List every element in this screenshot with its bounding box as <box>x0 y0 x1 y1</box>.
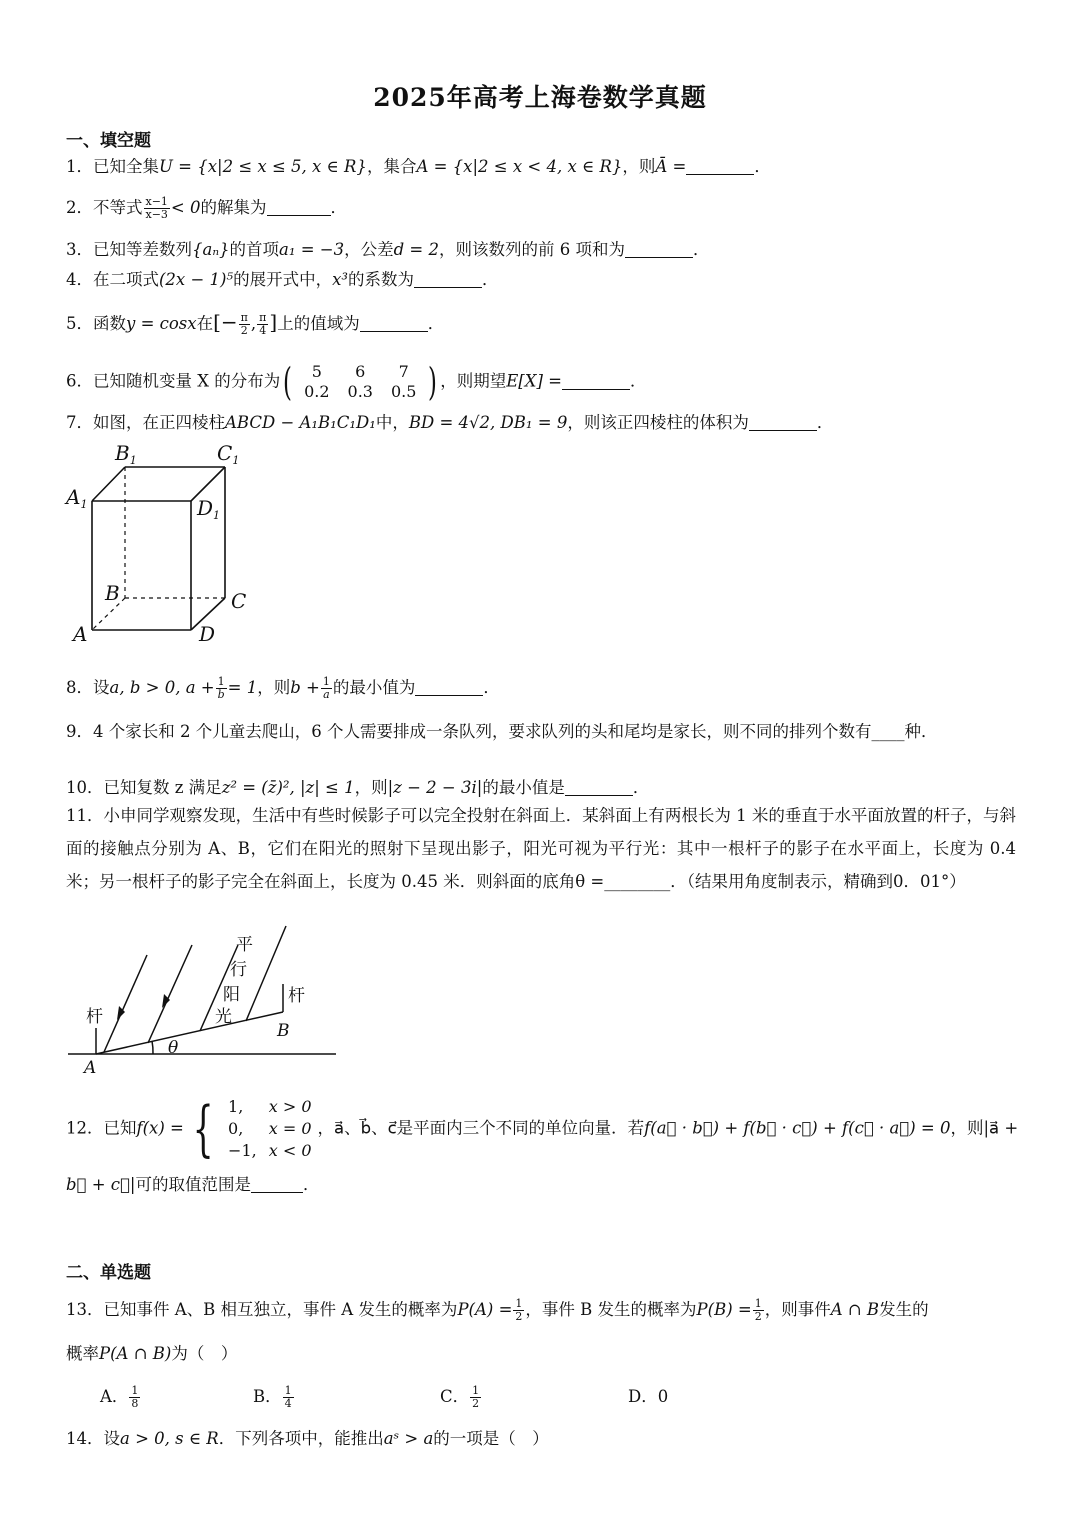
answer-blank <box>625 239 693 258</box>
svg-text:θ: θ <box>168 1038 179 1058</box>
svg-text:C: C <box>231 589 247 613</box>
answer-blank <box>686 156 754 175</box>
svg-text:光: 光 <box>215 1007 232 1027</box>
svg-text:行: 行 <box>230 960 247 980</box>
option-b[interactable]: B． $\frac{1}{4}$ <box>253 1384 292 1410</box>
answer-blank <box>415 677 483 696</box>
fraction: $\frac{x-1}{x-3}$ <box>145 195 168 221</box>
question-9: 9．4 个家长和 2 个儿童去爬山，6 个人需要排成一条队列，要求队列的头和尾均是家长，则不同的排列个数有____种． <box>66 722 938 741</box>
option-c[interactable]: C． $\frac{1}{2}$ <box>440 1384 480 1410</box>
question-11: 11．小申同学观察发现，生活中有些时候影子可以完全投射在斜面上．某斜面上有两根长为 1 米的垂直于水平面放置的杆子，与斜面的接触点分别为 A、B，它们在阳光的照射下呈现出影子，阳光可视为平行光：其中一根杆子的影子在水平面上，长度为 0.4 米；另一根杆子的影子完全在斜面上，长度为 0.45 米．则斜面的底角θ =________．（结果用角度制表示，精确到0．01°） <box>66 806 1016 891</box>
distribution-matrix: ( 5 6 7 0.2 0.3 0.5 ) <box>283 360 438 404</box>
prism-figure <box>60 440 260 655</box>
question-3: 3．已知等差数列{aₙ}的首项a₁ = −3，公差d = 2，则该数列的前 6 项和为 ． <box>66 240 710 259</box>
answer-blank <box>749 412 817 431</box>
fraction: $\frac{\pi}{2}$ <box>240 311 248 337</box>
svg-text:D1: $D_1$ <box>197 496 221 522</box>
page-title: 2025年高考上海卷数学真题 <box>373 83 707 112</box>
question-10: 10．已知复数 z 满足z² = (z̄)², |z| ≤ 1，则|z − 2 − 3i|的最小值是 ． <box>66 778 650 797</box>
question-6: 6．已知随机变量 X 的分布为 ( 5 6 7 0.2 0.3 0.5 ) ，则期望E[X] = ． <box>66 360 647 404</box>
answer-blank <box>251 1174 303 1193</box>
question-13: 13．已知事件 A、B 相互独立，事件 A 发生的概率为P(A) = $\frac{1}{2}$ ，事件 B 发生的概率为P(B) = $\frac{1}{2}$ ，则事件A ∩ B发生的 <box>66 1297 929 1323</box>
answer-blank <box>360 313 428 332</box>
svg-text:B1: $B_1$ <box>115 441 137 467</box>
svg-text:阳: 阳 <box>223 985 240 1005</box>
answer-blank <box>414 269 482 288</box>
answer-blank <box>562 371 630 390</box>
slope-figure <box>60 920 340 1080</box>
answer-blank <box>267 197 331 216</box>
svg-text:杆: 杆 <box>86 1007 103 1027</box>
svg-text:平: 平 <box>236 935 253 955</box>
piecewise-function: { 1, x > 0 0, x = 0 −1, x < 0 <box>192 1094 312 1164</box>
svg-text:A1: $A_1$ <box>66 485 88 511</box>
question-4: 4．在二项式(2x − 1)⁵的展开式中，x³的系数为 ． <box>66 270 499 289</box>
question-12: 12．已知f(x) = { 1, x > 0 0, x = 0 −1, x < 0 ，a⃗、b⃗、c⃗是平面内三个不同的单位向量．若f(a⃗ · b⃗) + f(b⃗ · c⃗) + f(c⃗ · a⃗) = 0，则|a⃗ + <box>66 1094 1019 1164</box>
question-5: 5．函数y = cosx在[− $\frac{\pi}{2}$ , $\frac{\pi}{4}$ ]上的值域为 ． <box>66 310 445 337</box>
question-13-line-2: 概率P(A ∩ B)为（ ） <box>66 1344 238 1363</box>
option-d[interactable]: D．0 <box>628 1387 669 1406</box>
section-heading-single-choice: 二、单选题 <box>66 1263 151 1283</box>
svg-text:C1: $C_1$ <box>217 441 240 467</box>
svg-text:A: A <box>84 1058 97 1078</box>
svg-text:B: B <box>105 581 120 605</box>
option-a[interactable]: A． $\frac{1}{8}$ <box>100 1384 139 1410</box>
fraction: $\frac{1}{2}$ <box>754 1297 762 1323</box>
question-12-line-2: b⃗ + c⃗|可的取值范围是 ． <box>66 1175 320 1194</box>
question-1: 1．已知全集U = {x|2 ≤ x ≤ 5, x ∈ R}，集合A = {x|2 ≤ x < 4, x ∈ R}，则Ā = ． <box>66 157 771 176</box>
section-heading-fill-in: 一、填空题 <box>66 131 151 151</box>
fraction: $\frac{\pi}{4}$ <box>259 311 267 337</box>
svg-text:杆: 杆 <box>288 986 305 1006</box>
svg-text:D: D <box>199 622 216 646</box>
question-7: 7．如图，在正四棱柱ABCD − A₁B₁C₁D₁中，BD = 4√2, DB₁ = 9，则该正四棱柱的体积为 ． <box>66 413 834 432</box>
fraction: $\frac{1}{a}$ <box>322 675 330 701</box>
question-14: 14．设a > 0, s ∈ R．下列各项中，能推出aˢ > a的一项是（ ） <box>66 1429 549 1448</box>
fraction: $\frac{1}{b}$ <box>217 675 225 701</box>
svg-text:B: B <box>277 1021 290 1041</box>
question-8: 8．设a, b > 0, a + $\frac{1}{b}$ = 1，则b + $\frac{1}{a}$ 的最小值为 ． <box>66 675 500 701</box>
question-2: 2．不等式 $\frac{x-1}{x-3}$ < 0的解集为 ． <box>66 195 347 221</box>
svg-text:A: A <box>73 622 88 646</box>
fraction: $\frac{1}{2}$ <box>515 1297 523 1323</box>
answer-blank <box>565 777 633 796</box>
